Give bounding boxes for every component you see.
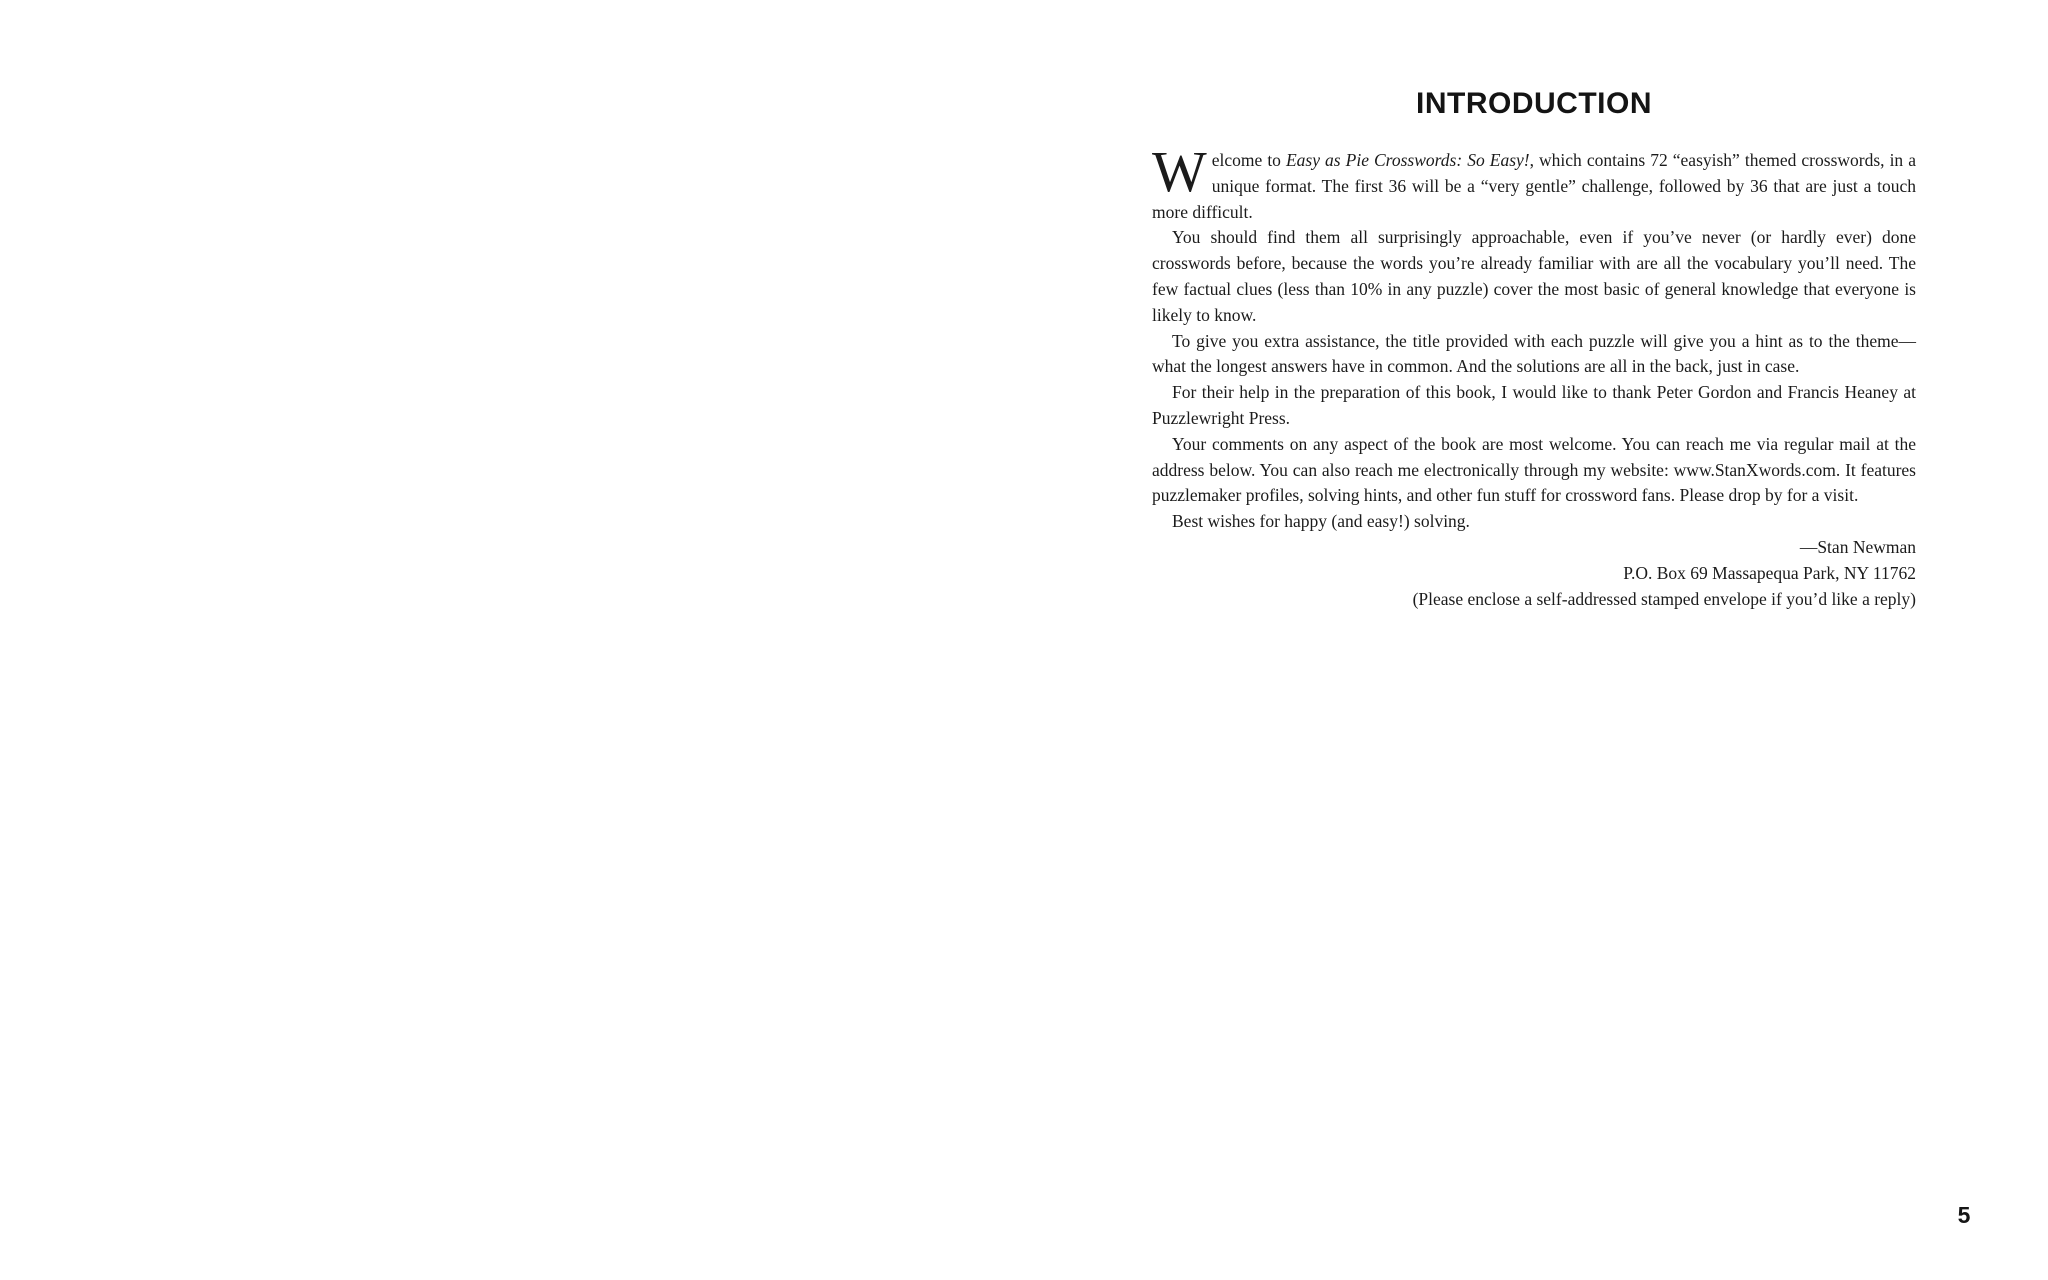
signature-address: P.O. Box 69 Massapequa Park, NY 11762 xyxy=(1623,562,1916,583)
intro-paragraph-6: Best wishes for happy (and easy!) solving. xyxy=(1172,511,1470,532)
signature-block xyxy=(1152,535,1916,612)
intro-paragraph-4: For their help in the preparation of this book, I would like to thank Peter Gordon and Francis Heaney at Puzzlewright Press. xyxy=(1152,382,1916,428)
signature-note: (Please enclose a self-addressed stamped envelope if you’d like a reply) xyxy=(1412,588,1916,609)
drop-cap: W xyxy=(1152,139,1207,204)
intro-paragraph-5: Your comments on any aspect of the book are most welcome. You can reach me via regular mail at the address below. You can also reach me electronically through my website: www.StanXwords.com. It features puzzlemaker profiles, solving hints, and other fun stuff for crossword fans. Please drop by for a visit. xyxy=(1152,433,1916,506)
para1-lead-text: elcome to xyxy=(1211,150,1286,170)
introduction-body xyxy=(1152,139,1916,612)
intro-paragraph-3: To give you extra assistance, the title provided with each puzzle will give you a hint as to the theme—what the longest answers have in common. And the solutions are all in the back, just in case. xyxy=(1152,330,1916,377)
page-title: INTRODUCTION xyxy=(1416,87,1652,120)
book-title-text: Easy as Pie Crosswords: So Easy! xyxy=(1285,150,1530,170)
page-number: 5 xyxy=(1957,1202,1971,1228)
para1-rest-text: , which contains 72 “easyish” themed crosswords, in a unique format. The first 36 will be a “very gentle” challenge, followed by 36 that are just a touch more difficult. xyxy=(1152,150,1916,222)
introduction-section xyxy=(1152,88,1916,612)
intro-paragraph-1 xyxy=(1152,139,1916,225)
signature-name: —Stan Newman xyxy=(1799,536,1916,557)
intro-paragraph-2: You should find them all surprisingly approachable, even if you’ve never (or hardly ever) done crosswords before, because the words you’re already familiar with are all the vocabulary you’ll need. The few factual clues (less than 10% in any puzzle) cover the most basic of general knowledge that everyone is likely to know. xyxy=(1152,227,1916,325)
